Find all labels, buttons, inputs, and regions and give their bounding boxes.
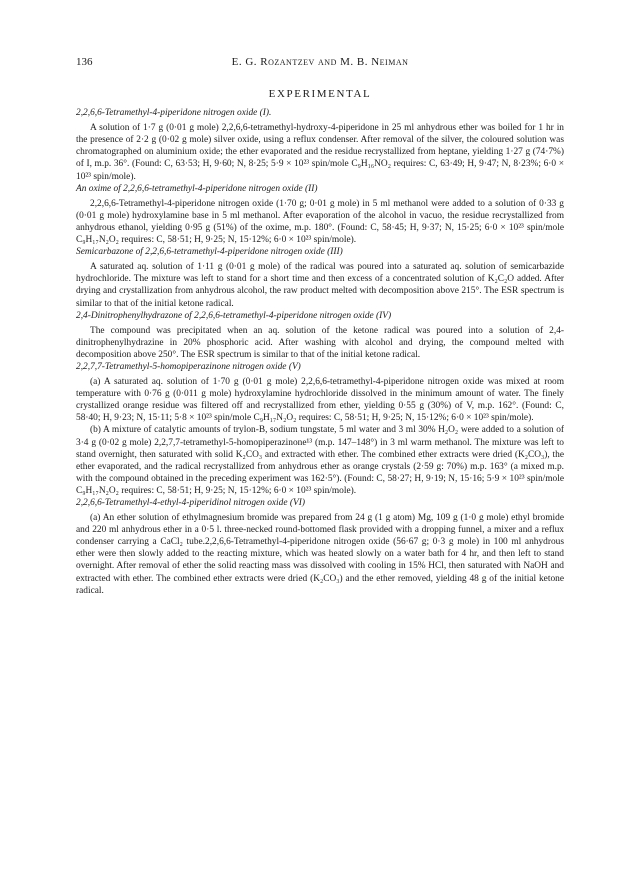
section-compound-4: [76, 310, 564, 361]
section-title: Semicarbazone of 2,2,6,6-tetramethyl-4-piperidone nitrogen oxide (III): [76, 247, 343, 258]
section-compound-2: [76, 183, 564, 246]
section-compound-6: [76, 497, 564, 597]
section-title: 2,2,6,6-Tetramethyl-4-ethyl-4-piperidinol nitrogen oxide (VI): [76, 498, 305, 508]
paragraph: (a) A saturated aq. solution of 1·70 g (0·01 g mole) 2,2,6,6-tetramethyl-4-piperidone nitrogen oxide was mixed at room temperature with 0·76 g (0·011 g mole) hydroxylamine hydrochloride dissolved in the minimum amount of water. The finely crystallized orange residue was filtered off and recrystallized from ether, yielding 0·55 g (30%) of V, m.p. 162°. (Found: C, 58·40; H, 9·23; N, 15·11; 5·8 × 10²³ spin/mole C₉H₁₇N₂O₂ requires: C, 58·51; H, 9·25; N, 15·12%; 6·0 × 10²³ spin/mole).: [76, 377, 564, 424]
page-header: [76, 56, 564, 70]
paragraph: The compound was precipitated when an aq. solution of the ketone radical was poured into a solution of 2,4-dinitrophenylhydrazine in 20% phosphoric acid. After washing with alcohol and drying, the compound melted with decomposition above 250°. The ESR spectrum is similar to that of the initial ketone radical.: [76, 325, 564, 360]
section-heading: EXPERIMENTAL: [268, 88, 372, 100]
paragraph: 2,2,6,6-Tetramethyl-4-piperidone nitrogen oxide (1·70 g; 0·01 g mole) in 5 ml methanol were added to a solution of 0·33 g (0·01 g mole) hydroxylamine base in 5 ml methanol. After evaporation of the alcohol in vacuo, the residue recrystallized from anhydrous ethanol, yielding 0·95 g (51%) of the oxime, m.p. 180°. (Found: C, 58·45; H, 9·37; N, 15·25; 6·0 × 10²³ spin/mole C₉H₁₇N₂O₂ requires: C, 58·51; H, 9·25; N, 15·12%; 6·0 × 10²³ spin/mole).: [76, 198, 564, 246]
paragraph: A solution of 1·7 g (0·01 g mole) 2,2,6,6-tetramethyl-hydroxy-4-piperidone in 25 ml anhydrous ether was boiled for 1 hr in the presence of 2·2 g (0·02 g mole) silver oxide, using a reflux condenser. After removal of the silver, the coloured solution was chromatographed on aluminium oxide; the ether evaporated and the residue recrystallized from heptane, yielding 1·27 g (74·7%) of I, m.p. 36°. (Found: C, 63·53; H, 9·60; N, 8·25; 5·9 × 10²³ spin/mole C₉H₁₆NO₂ requires: C, 63·49; H, 9·47; N, 8·23%; 6·0 × 10²³ spin/mole).: [76, 123, 564, 182]
section-compound-1: [76, 107, 564, 183]
section-title: 2,4-Dinitrophenylhydrazone of 2,2,6,6-tetramethyl-4-piperidone nitrogen oxide (IV): [76, 310, 392, 321]
section-title: An oxime of 2,2,6,6-tetramethyl-4-piperidone nitrogen oxide (II): [76, 183, 318, 194]
section-title: 2,2,6,6-Tetramethyl-4-piperidone nitrogen oxide (I).: [76, 108, 272, 119]
section-title: 2,2,7,7-Tetramethyl-5-homopiperazinone nitrogen oxide (V): [76, 361, 301, 372]
paragraph: A saturated aq. solution of 1·11 g (0·01 g mole) of the radical was poured into a saturated aq. solution of semicarbazide hydrochloride. The mixture was left to stand for a short time and then excess of a concentrated solution of K₂C₂O added. After drying and crystallization from anhydrous alcohol, the raw product melted with decomposition above 215°. The ESR spectrum is similar to that of the initial ketone radical.: [76, 262, 564, 309]
paragraph: (b) A mixture of catalytic amounts of trylon-B, sodium tungstate, 5 ml water and 3 ml 30% H₂O₂ were added to a solution of 3·4 g (0·02 g mole) 2,2,7,7-tetramethyl-5-homopiperazinone¹³ (m.p. 147–148°) in 3 ml warm methanol. The mixture was left to stand overnight, then saturated with solid K₂CO₃ and extracted with ether. The combined ether extracts were dried (K₂CO₃), the ether evaporated, and the radical recrystallized from anhydrous ether as orange crystals (2·59 g: 70%) m.p. 163° (a mixed m.p. with the compound obtained in the preceding experiment was 162·5°). (Found: C, 58·27; H, 9·19; N, 15·16; 5·9 × 10²³ spin/mole C₉H₁₇N₂O₂ requires: C, 58·51; H, 9·25; N, 15·12%; 6·0 × 10²³ spin/mole).: [76, 425, 564, 496]
running-title: E. G. Rozantzev and M. B. Neiman: [231, 56, 409, 68]
paragraph: (a) An ether solution of ethylmagnesium bromide was prepared from 24 g (1 g atom) Mg, 109 g (1·0 g mole) ethyl bromide and 220 ml anhydrous ether in a 0·5 l. three-necked round-bottomed flask provided with a dropping funnel, a mixer and a reflux condenser carrying a CaCl₂ tube.2,2,6,6-Tetramethyl-4-piperidone nitrogen oxide (56·67 g; 0·3 g mole) in 100 ml anhydrous ether were then slowly added to the reacting mixture, which was heated slowly on a water bath for 4 hr, and then left to stand overnight. After removal of ether the solid reacting mass was dissolved with cooling in 15% HCl, then saturated with NaOH and extracted with ether. The combined ether extracts were dried (K₂CO₃) and the ether removed, yielding 48 g of the initial ketone radical.: [76, 513, 564, 596]
page-number: 136: [76, 56, 93, 68]
section-compound-3: [76, 246, 564, 309]
section-compound-5: [76, 361, 564, 497]
article-body: [76, 88, 564, 597]
